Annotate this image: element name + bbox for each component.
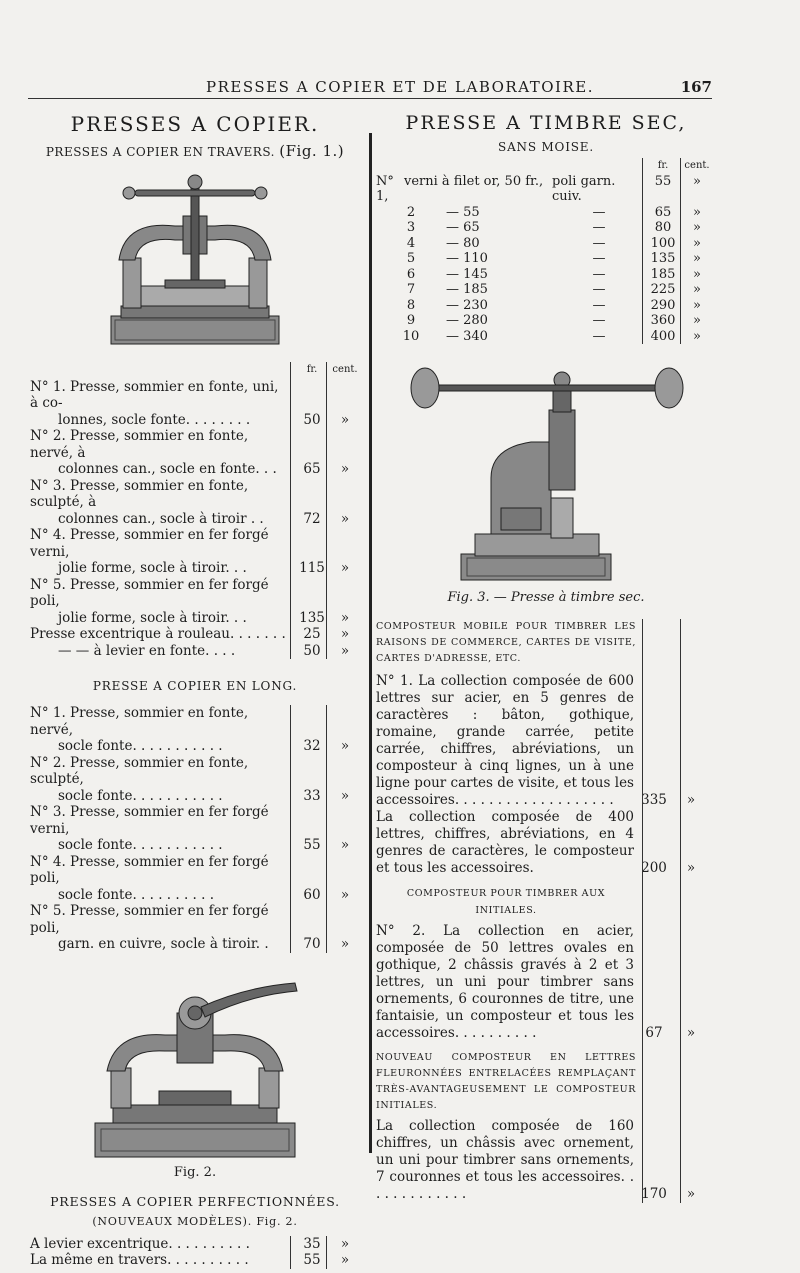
composteur-section: [376, 619, 716, 1203]
fig-2-caption: Fig. 2.: [173, 1164, 217, 1180]
travers-item: N° 5. Presse, sommier en fer forgé poli, jolie forme, socle à tiroir. . . 135 »: [30, 577, 360, 627]
timbre-row: N° 1, verni à filet or, 50 fr., poli garn. cuiv. 55 »: [376, 173, 701, 204]
fleuronnees-title: NOUVEAU COMPOSTEUR EN LETTRES FLEURONNÉES ENTRELACÉES REMPLAÇANT TRÈS-AVANTAGEUSEMENT LE COMPOSTEUR INITIALES.: [376, 1052, 636, 1111]
timbre-row: 5 — 110 — 135 »: [406, 251, 701, 266]
initiales-title: COMPOSTEUR POUR TIMBRER AUX INITIALES.: [406, 888, 606, 916]
collection-entry: La collection composée de 400 lettres, chiffres, abréviations, en 4 genres de caractères, le composteur et tous les accessoires. 200 »: [376, 809, 696, 876]
excentrique-item: Presse excentrique à rouleau. . . . . . . 25 »: [30, 626, 350, 642]
header-rule: [28, 98, 712, 99]
left-column: [30, 112, 360, 1269]
timbre-row: 3 — 65 — 80 »: [406, 220, 701, 235]
price-fr: 115: [299, 560, 325, 576]
price-cent: »: [340, 510, 350, 527]
long-item: N° 1. Presse, sommier en fonte, nervé, socle fonte. . . . . . . . . . . 32 »: [30, 705, 350, 754]
price-header: [30, 362, 360, 379]
long-item: N° 3. Presse, sommier en fer forgé verni, socle fonte. . . . . . . . . . . 55 »: [30, 804, 350, 853]
price-rule-fr: [642, 619, 643, 1203]
subtitle-en-travers: [30, 142, 360, 160]
price-cent: »: [340, 609, 350, 626]
timbre-row: 7 — 185 — 225 »: [406, 282, 701, 297]
composteur-title: COMPOSTEUR MOBILE POUR TIMBRER LES RAISONS DE COMMERCE, CARTES DE VISITE, CARTES D'ADRESSE, ETC.: [376, 621, 636, 664]
timbre-header: fr. cent.: [657, 160, 710, 171]
price-cent: »: [340, 411, 350, 428]
price-rule-cent: [680, 619, 681, 1203]
col-fr-label: fr.: [306, 364, 318, 375]
section-title-en-long: PRESSE A COPIER EN LONG.: [92, 679, 298, 693]
collection-entry: N° 2. La collection en acier, composée de 50 lettres ovales en gothique, 2 châssis gravés à 2 et 3 lettres, un uni pour timbrer sans ornements, 6 couronnes de titre, une fantaisie, un composteur et tous les accessoires. . . . . . . . . . 67 »: [376, 923, 696, 1041]
travers-item: N° 3. Presse, sommier en fonte, sculpté, à colonnes can., socle à tiroir . . 72 »: [30, 478, 360, 528]
price-fr: 72: [303, 510, 321, 527]
timbre-row: 9 — 280 — 360 »: [406, 313, 701, 328]
pricelist-en-long: [30, 705, 360, 953]
pricelist-travers: [30, 362, 360, 659]
pricelist-perfectionnees: [30, 1236, 360, 1269]
price-cent: »: [340, 461, 350, 477]
timbre-row: 10 — 340 — 400 »: [402, 328, 701, 344]
price-fr: 50: [303, 411, 321, 428]
travers-item: N° 1. Presse, sommier en fonte, uni, à co- lonnes, socle fonte. . . . . . . . 50 »: [30, 379, 360, 429]
timbre-row: 8 — 230 — 290 »: [406, 297, 701, 313]
timbre-row: 6 — 145 — 185 »: [406, 266, 701, 282]
perf-item: A levier excentrique. . . . . . . . . . 35 »: [30, 1235, 350, 1252]
price-rule-fr: [642, 158, 643, 344]
price-fr: 135: [299, 609, 325, 626]
price-fr: 65: [303, 461, 321, 477]
fig-1-ref: (Fig. 1.): [279, 142, 345, 160]
copy-press-levier-illustration: [85, 973, 305, 1163]
long-item: N° 2. Presse, sommier en fonte, sculpté, socle fonte. . . . . . . . . . . 33 »: [30, 754, 350, 804]
timbre-price-table: [376, 158, 716, 344]
collection-entry: N° 1. La collection composée de 600 lettres sur acier, en 5 genres de caractères : bâton, gothique, romaine, grande carrée, petite carrée, chiffres, abréviations, un composteur à cinq lignes, un à une ligne pour cartes de visite, et tous les accessoires. . . . . . . . . . . . . . . . . . . 335 »: [376, 673, 696, 808]
long-item: N° 5. Presse, sommier en fer forgé poli, garn. en cuivre, socle à tiroir. . 70 »: [30, 903, 350, 952]
subtitle-text: PRESSES A COPIER EN TRAVERS.: [45, 145, 275, 159]
column-divider: [369, 133, 372, 1153]
subtitle-sans-moise: SANS MOISE.: [498, 140, 594, 154]
timbre-sec-press-illustration: [401, 358, 691, 588]
page-number: 167: [680, 78, 712, 96]
timbre-row: 4 — 80 — 100 »: [406, 235, 701, 251]
section-title-timbre-sec: PRESSE A TIMBRE SEC,: [405, 112, 687, 134]
excentrique-item: — — à levier en fonte. . . . 50 »: [58, 642, 350, 659]
timbre-row: 2 — 55 — 65 »: [406, 204, 701, 220]
col-cent-label: cent.: [332, 364, 358, 375]
section-title-presses-a-copier: PRESSES A COPIER.: [70, 112, 320, 136]
travers-item: N° 2. Presse, sommier en fonte, nervé, à colonnes can., socle en fonte. . . 65 »: [30, 428, 360, 478]
perfectionnees-subtitle: (NOUVEAUX MODÈLES). Fig. 2.: [92, 1214, 298, 1228]
price-cent: »: [340, 560, 350, 576]
section-title-perfectionnees: PRESSES A COPIER PERFECTIONNÉES.: [50, 1193, 340, 1209]
copy-press-travers-illustration: [105, 168, 285, 348]
fig-3-caption: Fig. 3. — Presse à timbre sec.: [447, 590, 645, 605]
collection-entry: La collection composée de 160 chiffres, un châssis avec ornement, un uni pour timbrer sans ornements, 7 couronnes et tous les accessoires. . . . . . . . . . . . . 170 »: [376, 1118, 696, 1202]
price-rule-cent: [680, 158, 681, 344]
travers-item: N° 4. Presse, sommier en fer forgé verni, jolie forme, socle à tiroir. . . 115 »: [30, 527, 360, 577]
perf-item: La même en travers. . . . . . . . . . 55 »: [30, 1252, 350, 1268]
running-head: PRESSES A COPIER ET DE LABORATOIRE.: [206, 78, 594, 96]
long-item: N° 4. Presse, sommier en fer forgé poli, socle fonte. . . . . . . . . . 60 »: [30, 853, 350, 903]
right-column: [376, 112, 716, 1203]
